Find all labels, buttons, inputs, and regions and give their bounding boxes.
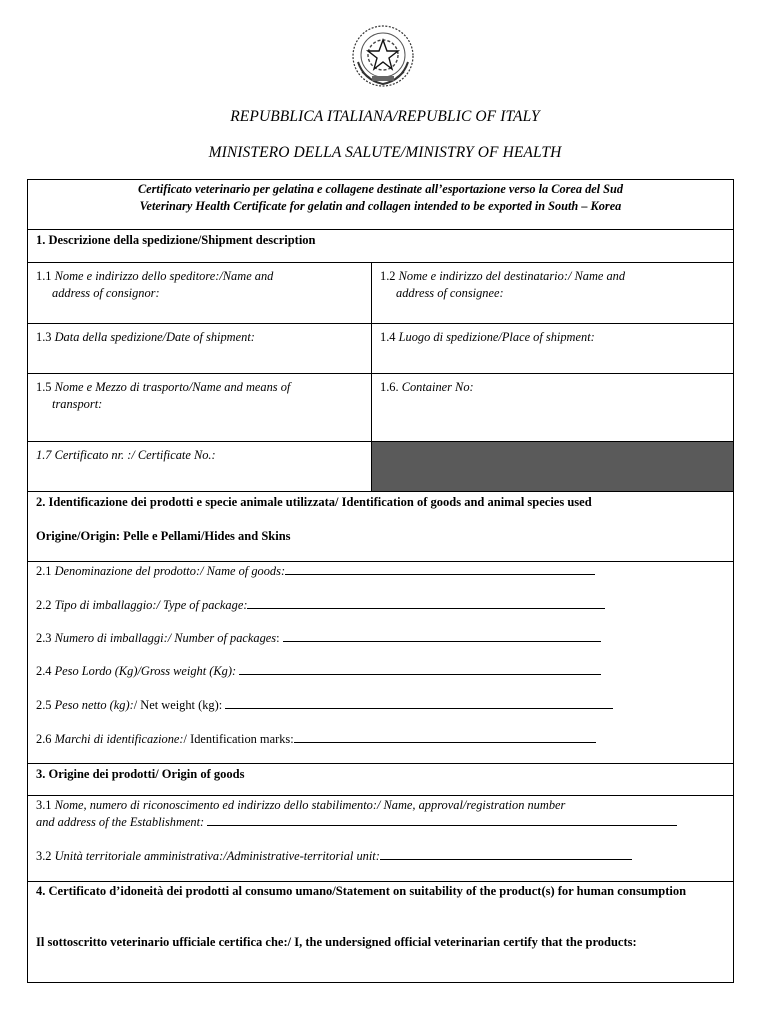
section3-heading [28, 764, 733, 796]
section4-heading: 4. Certificato d’idoneità dei prodotti al consumo umano/Statement on suitability of the product(s) for human consumption [36, 884, 687, 898]
field-name-of-goods[interactable]: 2.1 Denominazione del prodotto:/ Name of goods: [36, 563, 595, 579]
section3-heading-text: 3. Origine dei prodotti/ Origin of goods [36, 767, 245, 781]
field-gross-weight[interactable]: 2.4 Peso Lordo (Kg)/Gross weight (Kg): [36, 663, 601, 679]
field-identification-marks[interactable]: 2.6 Marchi di identificazione:/ Identification marks: [36, 731, 596, 747]
field-net-weight[interactable]: 2.5 Peso netto (kg):/ Net weight (kg): [36, 697, 613, 713]
section1-heading [28, 230, 733, 263]
field-consignee[interactable]: 1.2 Nome e indirizzo del destinatario:/ Name and address of consignee: [380, 269, 626, 300]
section2-fields [28, 562, 733, 764]
shaded-cell [372, 442, 733, 491]
certificate-title-it: Certificato veterinario per gelatina e collagene destinate all’esportazione verso la Corea del Sud [137, 182, 623, 196]
field-means-of-transport[interactable]: 1.5 Nome e Mezzo di trasporto/Name and means of transport: [28, 374, 372, 441]
section2-heading: 2. Identificazione dei prodotti e specie animale utilizzata/ Identification of goods and animal species used [36, 495, 592, 509]
header-ministry: MINISTERO DELLA SALUTE/MINISTRY OF HEALTH [208, 144, 562, 161]
section4-statement: Il sottoscritto veterinario ufficiale certifica che:/ I, the undersigned official veterinarian certify that the products: [36, 935, 637, 949]
header-republic: REPUBBLICA ITALIANA/REPUBLIC OF ITALY [230, 108, 540, 125]
certificate-title-en: Veterinary Health Certificate for gelatin and collagen intended to be exported in South – Korea [139, 199, 622, 213]
section1-heading-text: 1. Descrizione della spedizione/Shipment description [36, 233, 316, 247]
field-administrative-unit[interactable]: 3.2 Unità territoriale amministrativa:/Administrative-territorial unit: [36, 848, 632, 864]
field-container-no[interactable]: 1.6. Container No: [380, 380, 474, 394]
row-certificate-no [28, 442, 733, 492]
certificate-title [28, 180, 733, 230]
section3-fields [28, 796, 733, 882]
field-place-of-shipment[interactable]: 1.4 Luogo di spedizione/Place of shipment: [380, 330, 595, 344]
section2-origin: Origine/Origin: Pelle e Pellami/Hides and Skins [36, 529, 291, 543]
italian-republic-emblem-icon [350, 22, 416, 90]
certificate-form [27, 179, 734, 983]
section2-header-block [28, 492, 733, 562]
section4-block [28, 882, 733, 982]
field-number-of-packages[interactable]: 2.3 Numero di imballaggi:/ Number of packages: [36, 630, 601, 646]
field-establishment[interactable]: 3.1 Nome, numero di riconoscimento ed indirizzo dello stabilimento:/ Name, approval/registration number and address of the Establishment: [36, 797, 726, 831]
field-consignor[interactable]: 1.1 Nome e indirizzo dello speditore:/Name and address of consignor: [28, 263, 372, 323]
row-consignor-consignee [28, 263, 733, 324]
field-date-of-shipment[interactable]: 1.3 Data della spedizione/Date of shipment: [28, 324, 372, 373]
field-type-of-package[interactable]: 2.2 Tipo di imballaggio:/ Type of package: [36, 597, 605, 613]
field-certificate-no[interactable]: 1.7 Certificato nr. :/ Certificate No.: [28, 442, 372, 491]
row-date-place [28, 324, 733, 374]
row-transport-container [28, 374, 733, 442]
